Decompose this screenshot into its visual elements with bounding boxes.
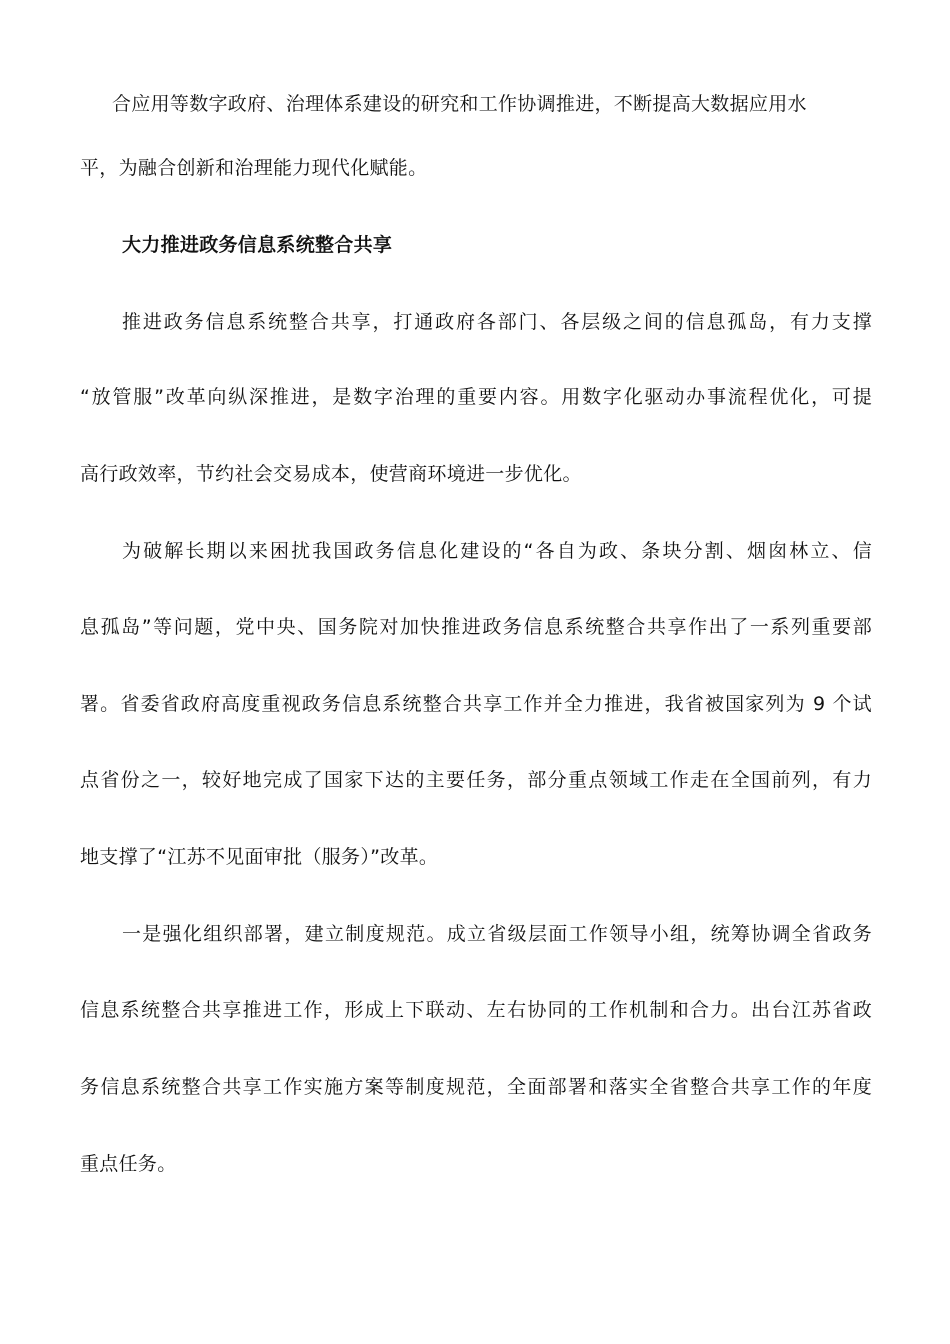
paragraph2-line-1: 为破解长期以来困扰我国政务信息化建设的“各自为政、条块分割、烟囱林立、信 — [122, 540, 872, 562]
paragraph3-line-4: 重点任务。 — [80, 1153, 177, 1175]
paragraph1-line-3: 高行政效率，节约社会交易成本，使营商环境进一步优化。 — [80, 463, 582, 485]
paragraph2-line-2: 息孤岛”等问题，党中央、国务院对加快推进政务信息系统整合共享作出了一系列重要部 — [80, 616, 872, 638]
section-heading: 大力推进政务信息系统整合共享 — [122, 234, 393, 256]
paragraph3-line-2: 信息系统整合共享推进工作，形成上下联动、左右协同的工作机制和合力。出台江苏省政 — [80, 999, 872, 1021]
paragraph2-line-5: 地支撑了“江苏不见面审批（服务）”改革。 — [80, 846, 439, 868]
intro-line-1: 合应用等数字政府、治理体系建设的研究和工作协调推进，不断提高大数据应用水 — [112, 93, 807, 115]
paragraph3-line-3: 务信息系统整合共享工作实施方案等制度规范，全面部署和落实全省整合共享工作的年度 — [80, 1076, 872, 1098]
paragraph1-line-2: “放管服”改革向纵深推进，是数字治理的重要内容。用数字化驱动办事流程优化，可提 — [80, 386, 872, 408]
paragraph2-line-4: 点省份之一，较好地完成了国家下达的主要任务，部分重点领域工作走在全国前列，有力 — [80, 769, 872, 791]
paragraph1-line-1: 推进政务信息系统整合共享，打通政府各部门、各层级之间的信息孤岛，有力支撑 — [122, 311, 872, 333]
paragraph2-line-3: 署。省委省政府高度重视政务信息系统整合共享工作并全力推进，我省被国家列为 9 个试 — [80, 693, 872, 715]
paragraph3-line-1: 一是强化组织部署，建立制度规范。成立省级层面工作领导小组，统筹协调全省政务 — [122, 923, 872, 945]
intro-line-2: 平，为融合创新和治理能力现代化赋能。 — [80, 157, 428, 179]
